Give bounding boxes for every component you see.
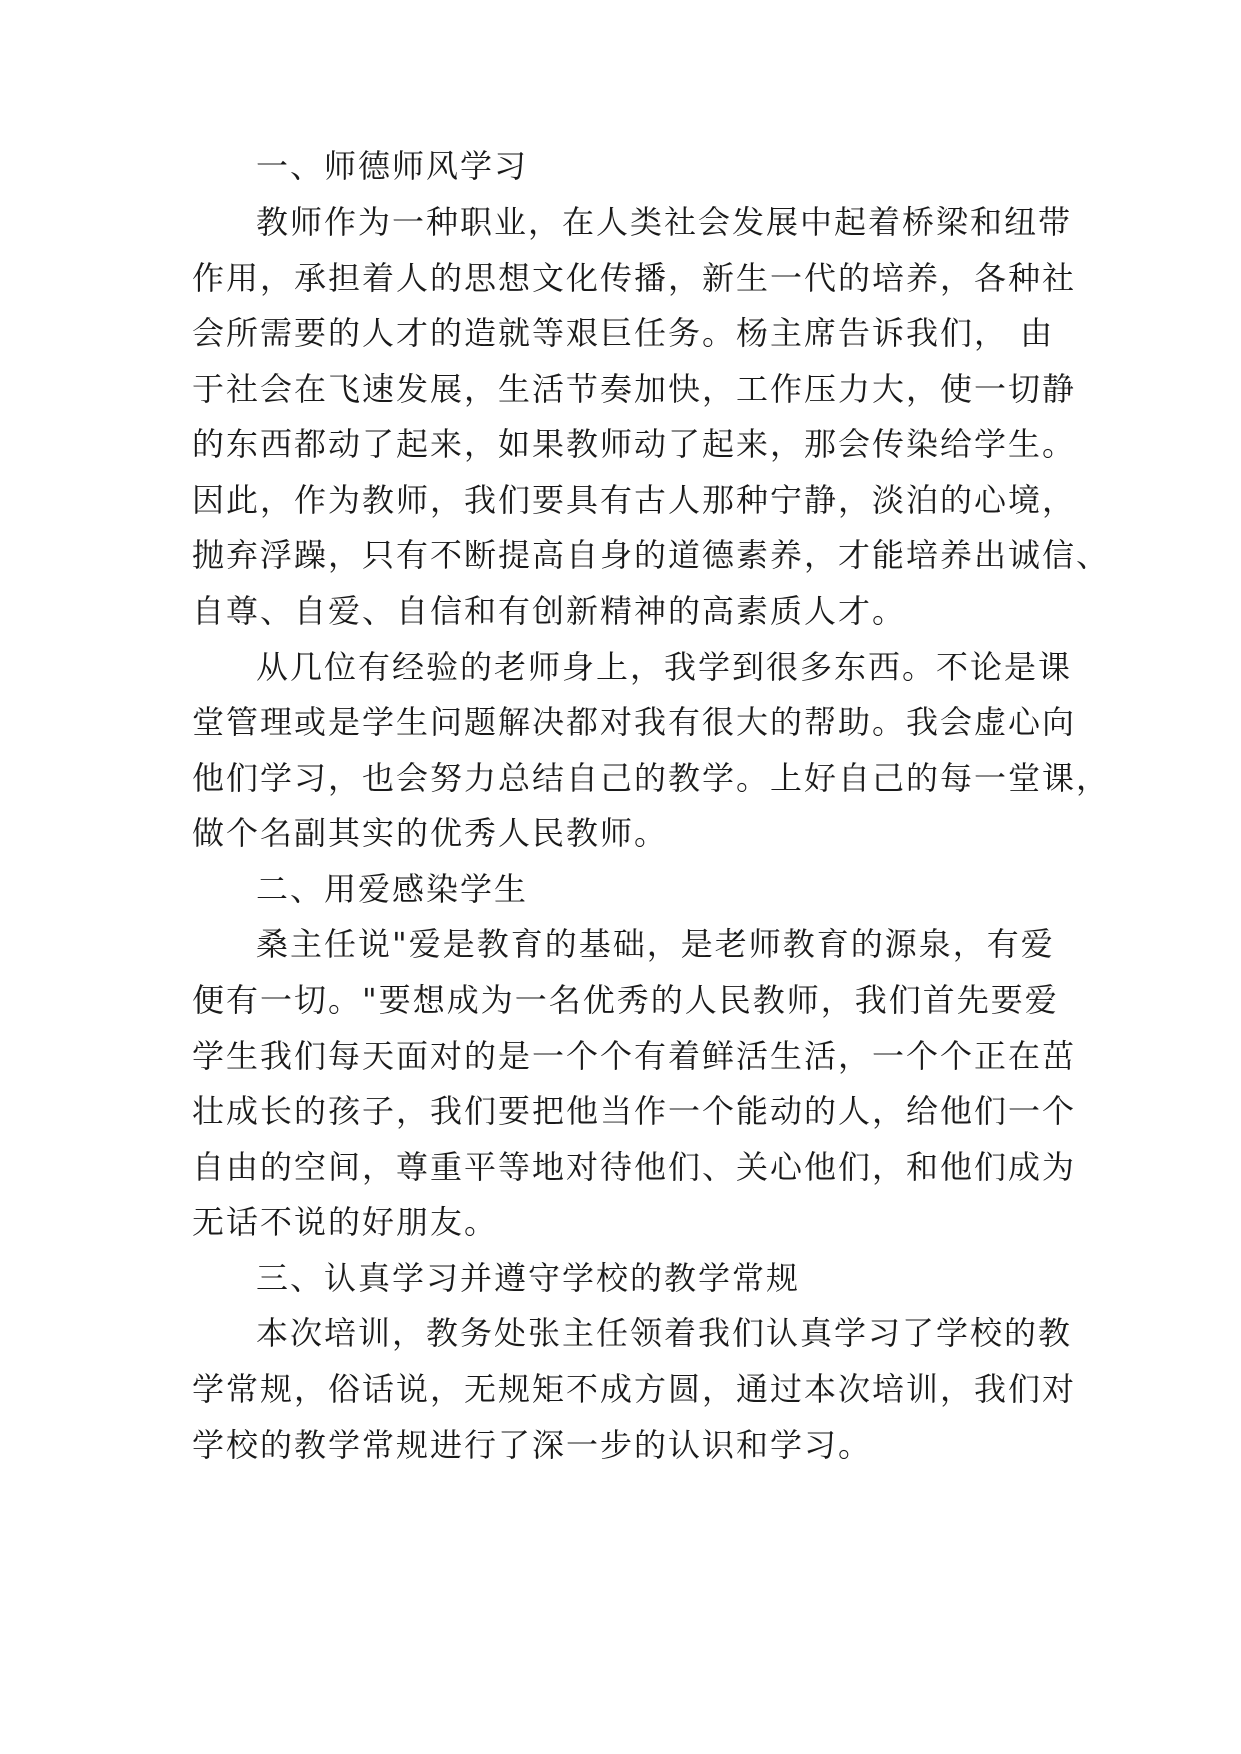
- section-heading-1: 一、师德师风学习: [256, 147, 529, 185]
- paragraph-line: 的东西都动了起来，如果教师动了起来，那会传染给学生。: [192, 425, 1077, 463]
- paragraph-line: 因此，作为教师，我们要具有古人那种宁静，淡泊的心境，: [192, 481, 1077, 519]
- section-heading-2: 二、用爱感染学生: [256, 870, 529, 908]
- paragraph-line: 壮成长的孩子，我们要把他当作一个能动的人，给他们一个: [192, 1092, 1077, 1130]
- paragraph-line: 从几位有经验的老师身上，我学到很多东西。不论是课: [256, 648, 1073, 686]
- paragraph-line: 于社会在飞速发展，生活节奏加快，工作压力大，使一切静: [192, 370, 1077, 408]
- paragraph-line: 自尊、自爱、自信和有创新精神的高素质人才。: [192, 592, 907, 630]
- paragraph-line: 作用，承担着人的思想文化传播，新生一代的培养，各种社: [192, 259, 1077, 297]
- paragraph-line: 堂管理或是学生问题解决都对我有很大的帮助。我会虚心向: [192, 703, 1077, 741]
- paragraph-line: 会所需要的人才的造就等艰巨任务。杨主席告诉我们， 由: [192, 314, 1055, 352]
- paragraph-line: 做个名副其实的优秀人民教师。: [192, 814, 669, 852]
- paragraph-line: 无话不说的好朋友。: [192, 1203, 499, 1241]
- section-heading-3: 三、认真学习并遵守学校的教学常规: [256, 1259, 801, 1297]
- paragraph-line: 抛弃浮躁，只有不断提高自身的道德素养，才能培养出诚信、: [192, 536, 1111, 574]
- paragraph-line: 桑主任说"爱是教育的基础，是老师教育的源泉，有爱: [256, 925, 1055, 963]
- paragraph-line: 本次培训，教务处张主任领着我们认真学习了学校的教: [256, 1314, 1073, 1352]
- paragraph-line: 自由的空间，尊重平等地对待他们、关心他们，和他们成为: [192, 1148, 1077, 1186]
- paragraph-line: 学校的教学常规进行了深一步的认识和学习。: [192, 1426, 873, 1464]
- paragraph-line: 便有一切。"要想成为一名优秀的人民教师，我们首先要爱: [192, 981, 1059, 1019]
- paragraph-line: 学生我们每天面对的是一个个有着鲜活生活，一个个正在茁: [192, 1037, 1077, 1075]
- paragraph-line: 学常规，俗话说，无规矩不成方圆，通过本次培训，我们对: [192, 1370, 1077, 1408]
- paragraph-line: 教师作为一种职业，在人类社会发展中起着桥梁和纽带: [256, 203, 1073, 241]
- paragraph-line: 他们学习，也会努力总结自己的教学。上好自己的每一堂课，: [192, 759, 1111, 797]
